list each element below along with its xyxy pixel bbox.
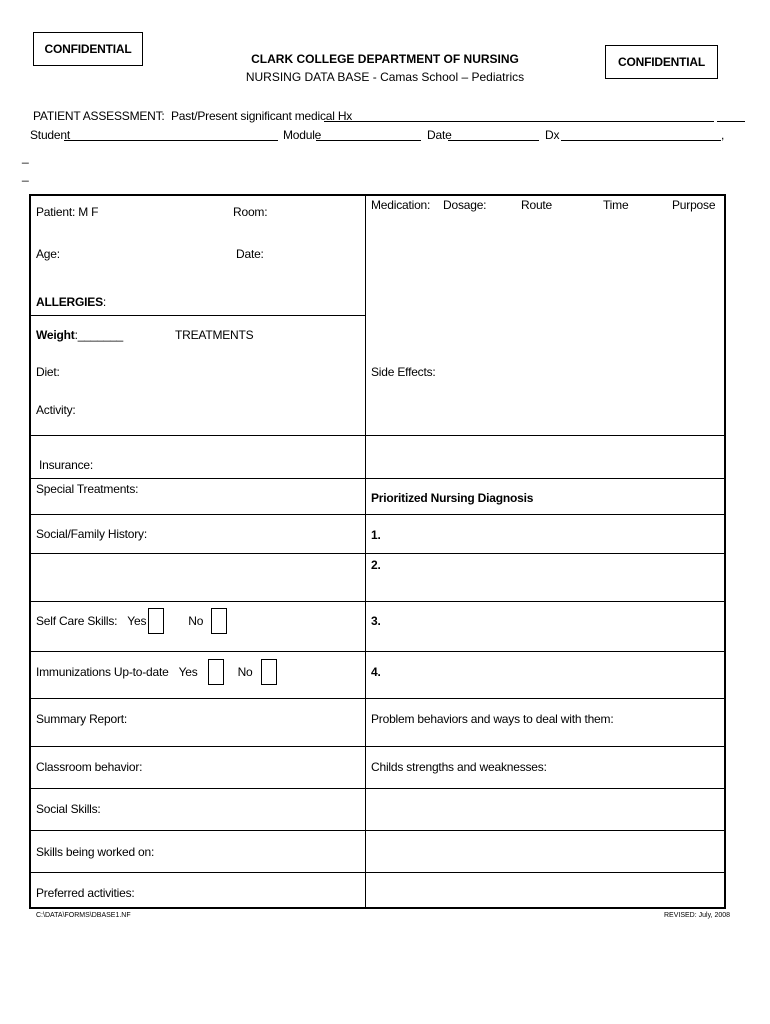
social-skills-label: Social Skills: [36, 802, 101, 816]
self-care-skills-row [36, 607, 227, 635]
medication-label: Medication: [371, 198, 431, 212]
diagnosis-4: 4. [371, 665, 381, 679]
dx-field[interactable] [561, 129, 721, 141]
self-care-no-checkbox[interactable] [211, 608, 227, 634]
immunizations-no-label: No [237, 665, 253, 679]
dosage-label: Dosage: [443, 198, 487, 212]
preferred-activities-label: Preferred activities: [36, 886, 135, 900]
student-field[interactable] [64, 129, 278, 141]
diagnosis-1: 1. [371, 528, 381, 542]
strengths-weaknesses-label: Childs strengths and weaknesses: [371, 760, 547, 774]
immunizations-no-checkbox[interactable] [261, 659, 277, 685]
route-label: Route [521, 198, 553, 212]
prioritized-nursing-diagnosis-heading: Prioritized Nursing Diagnosis [371, 491, 534, 505]
main-table [29, 194, 726, 909]
problem-behaviors-label: Problem behaviors and ways to deal with them: [371, 712, 614, 726]
file-path-footer: C:\DATA\FORMS\DBASE1.NF [36, 912, 131, 919]
patient-sex-label: Patient: M F [36, 205, 99, 219]
stray-underscore-2: _ [22, 168, 29, 182]
self-care-skills-label: Self Care Skills: [36, 614, 118, 628]
diagnosis-2: 2. [371, 558, 381, 572]
immunizations-yes-checkbox[interactable] [208, 659, 224, 685]
patient-assessment-label: PATIENT ASSESSMENT: [33, 109, 165, 123]
classroom-behavior-label: Classroom behavior: [36, 760, 143, 774]
purpose-label: Purpose [672, 198, 716, 212]
immunizations-row [36, 658, 277, 686]
activity-label: Activity: [36, 403, 76, 417]
skills-worked-on-label: Skills being worked on: [36, 845, 155, 859]
form-subtitle: NURSING DATA BASE - Camas School – Pediatrics [245, 70, 525, 84]
time-label: Time [603, 198, 629, 212]
diagnosis-3: 3. [371, 614, 381, 628]
treatments-label: TREATMENTS [175, 328, 254, 342]
revised-date-footer: REVISED: July, 2008 [664, 912, 731, 919]
module-field[interactable] [316, 129, 421, 141]
module-label: Module [283, 128, 322, 142]
allergies-label: ALLERGIES: [36, 295, 107, 309]
room-label: Room: [233, 205, 268, 219]
confidential-badge-left: CONFIDENTIAL [33, 32, 143, 66]
social-family-history-label: Social/Family History: [36, 527, 147, 541]
side-effects-label: Side Effects: [371, 365, 436, 379]
student-label: Student [30, 128, 70, 142]
weight-label: Weight:_______ [36, 328, 124, 342]
self-care-yes-label: Yes [127, 614, 147, 628]
confidential-badge-right: CONFIDENTIAL [605, 45, 718, 79]
self-care-yes-checkbox[interactable] [148, 608, 164, 634]
medical-hx-field[interactable] [324, 110, 714, 122]
form-title: CLARK COLLEGE DEPARTMENT OF NURSING [251, 52, 519, 66]
insurance-label: Insurance: [39, 458, 94, 472]
date-label-top: Date [427, 128, 452, 142]
medical-hx-field-extra[interactable] [717, 110, 745, 122]
stray-underscore-1: _ [22, 150, 29, 164]
age-label: Age: [36, 247, 60, 261]
medical-hx-label: Past/Present significant medical Hx [171, 109, 353, 123]
immunizations-yes-label: Yes [178, 665, 198, 679]
dx-label: Dx [545, 128, 560, 142]
special-treatments-label: Special Treatments: [36, 482, 139, 496]
date-field-top[interactable] [448, 129, 539, 141]
date-label: Date: [236, 247, 264, 261]
self-care-no-label: No [188, 614, 204, 628]
immunizations-label: Immunizations Up-to-date [36, 665, 169, 679]
summary-report-label: Summary Report: [36, 712, 128, 726]
diet-label: Diet: [36, 365, 60, 379]
